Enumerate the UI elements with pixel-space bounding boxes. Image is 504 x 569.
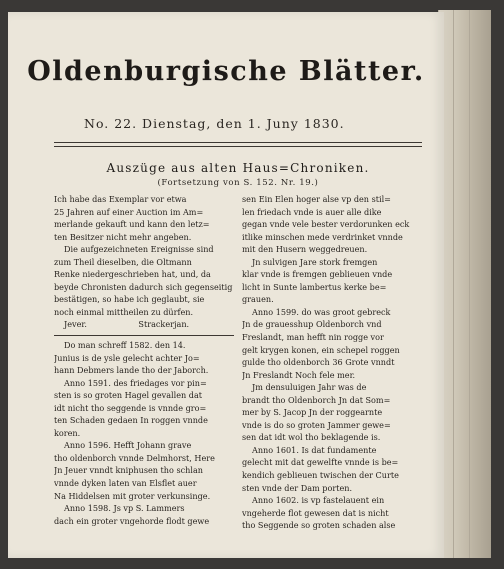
text-line: itlike minschen mede verdrinket vnnde: [242, 231, 403, 242]
book-page-edges: [438, 10, 491, 558]
text-line: Ich habe das Exemplar vor etwa: [54, 194, 187, 204]
section-divider: [54, 335, 234, 336]
text-line: ten Schaden gedaen In roggen vnnde: [54, 415, 208, 426]
text-line: 25 Jahren auf einer Auction im Am=: [54, 206, 204, 217]
text-line: Na Hiddelsen mit groter verkunsinge.: [54, 490, 211, 501]
signature-line: Jever. Strackerjan.: [64, 319, 190, 330]
left-column: [54, 193, 234, 527]
text-line: vnnde dyken laten van Elsflet auer: [54, 478, 197, 489]
text-line: tho oldenborch vnnde Delmhorst, Here: [54, 452, 215, 463]
text-line: gegan vnde vele bester verdorunken eck: [242, 219, 410, 230]
text-line: Anno 1601. Is dat fundamente: [252, 444, 377, 455]
masthead-divider: [54, 142, 422, 147]
text-line: koren.: [54, 427, 81, 438]
text-line: beyde Chronisten dadurch sich gegenseitig: [54, 281, 233, 292]
text-line: Anno 1599. do was groot gebreck: [252, 306, 391, 317]
text-line: Anno 1596. Hefft Johann grave: [64, 440, 192, 451]
text-line: merlande gekauft und kann den letz=: [54, 219, 210, 230]
text-line: Renke niedergeschrieben hat, und, da: [54, 269, 211, 280]
text-line: zum Theil dieselben, die Oltmann: [54, 256, 192, 267]
text-line: brandt tho Oldenborch Jn dat Som=: [242, 394, 391, 405]
text-line: Jn Jeuer vnndt kniphusen tho schlan: [54, 465, 203, 476]
text-line: sen Ein Elen hoger alse vp den stil=: [242, 194, 391, 204]
text-line: mit den Husern weggedreuen.: [242, 244, 368, 255]
text-line: Die aufgezeichneten Ereignisse sind: [64, 244, 214, 255]
text-line: Jn de grauesshup Oldenborch vnd: [242, 319, 382, 330]
text-line: len friedach vnde is auer alle dike: [242, 206, 382, 217]
issue-line: No. 22. Dienstag, den 1. Juny 1830.: [84, 116, 345, 131]
text-line: sen dat idt wol tho beklagende is.: [242, 432, 381, 443]
text-line: noch einmal mittheilen zu dürfen.: [54, 306, 194, 317]
text-line: grauen.: [242, 294, 274, 305]
text-line: hann Debmers lande tho der Jaborch.: [54, 365, 209, 376]
text-line: Junius is de ysle gelecht achter Jo=: [54, 352, 200, 363]
article-title: Auszüge aus alten Haus=Chroniken.: [106, 161, 370, 175]
text-line: Do man schreff 1582. den 14.: [64, 340, 186, 351]
text-line: tho Seggende so groten schaden alse: [242, 520, 396, 531]
text-line: kendich geblieuen twischen der Curte: [242, 470, 399, 481]
text-line: sten vnde der Dam porten.: [242, 482, 353, 493]
text-line: Anno 1602. is vp fastelauent ein: [252, 495, 385, 506]
text-line: Jn sulvigen Jare stork fremgen: [252, 256, 378, 267]
text-line: Anno 1591. des friedages vor pin=: [64, 377, 207, 388]
text-line: Freslandt, man hefft nin rogge vor: [242, 332, 384, 343]
masthead-title: Oldenburgische Blätter.: [27, 56, 425, 87]
text-line: idt nicht tho seggende is vnnde gro=: [54, 402, 207, 413]
text-line: licht in Sunte lambertus kerke be=: [242, 281, 387, 292]
text-line: Anno 1598. Js vp S. Lammers: [64, 503, 185, 514]
text-line: mer by S. Jacop Jn der roggearnte: [242, 407, 383, 418]
text-line: Jm densuluigen Jahr was de: [252, 382, 367, 393]
text-line: vngeherde flot gewesen dat is nicht: [242, 507, 389, 518]
text-line: gelt krygen konen, ein schepel roggen: [242, 344, 400, 355]
text-line: gulde tho oldenborch 36 Grote vnndt: [242, 357, 395, 368]
text-line: dach ein groter vngehorde flodt gewe: [54, 515, 210, 526]
text-line: bestätigen, so habe ich geglaubt, sie: [54, 294, 205, 305]
right-column: [242, 193, 420, 532]
text-line: klar vnde is fremgen geblieuen vnde: [242, 269, 393, 280]
newspaper-page: [8, 12, 444, 558]
text-line: sten is so groten Hagel gevallen dat: [54, 390, 203, 401]
text-line: ten Besitzer nicht mehr angeben.: [54, 231, 192, 242]
text-line: vnde is do so groten Jammer gewe=: [242, 419, 391, 430]
article-subtitle: (Fortsetzung von S. 152. Nr. 19.): [157, 178, 319, 188]
text-line: gelecht mit dat gewelfte vnnde is be=: [242, 457, 399, 468]
text-line: Jn Freslandt Noch fele mer.: [242, 369, 356, 380]
